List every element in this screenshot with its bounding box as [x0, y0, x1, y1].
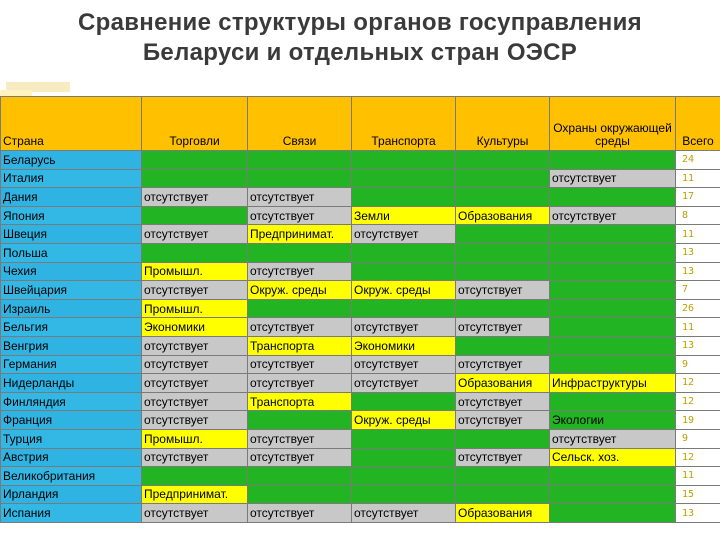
country-cell: Ирландия: [1, 485, 142, 504]
column-header-culture: Культуры: [456, 97, 550, 151]
agency-cell: отсутствует: [142, 281, 248, 300]
agency-cell: отсутствует: [142, 374, 248, 393]
agency-cell: Предпринимат.: [142, 485, 248, 504]
country-cell: Дания: [1, 188, 142, 207]
agency-cell: Транспорта: [248, 392, 352, 411]
table-row: [1, 448, 720, 467]
table-row: [1, 188, 720, 207]
total-cell: 11: [676, 169, 720, 188]
agency-cell: отсутствует: [142, 225, 248, 244]
country-cell: Польша: [1, 243, 142, 262]
table-row: [1, 355, 720, 374]
agency-cell: [142, 467, 248, 486]
total-cell: 13: [676, 243, 720, 262]
agency-cell: Образования: [456, 504, 550, 523]
table-row: [1, 243, 720, 262]
agency-cell: [352, 429, 456, 448]
country-cell: Финляндия: [1, 392, 142, 411]
agency-cell: отсутствует: [142, 336, 248, 355]
total-cell: 19: [676, 411, 720, 430]
agency-cell: [352, 169, 456, 188]
agency-cell: отсутствует: [352, 225, 456, 244]
agency-cell: [142, 206, 248, 225]
column-header-total: Всего: [676, 97, 720, 151]
agency-cell: [248, 485, 352, 504]
agency-cell: Транспорта: [248, 336, 352, 355]
agency-cell: отсутствует: [456, 448, 550, 467]
agency-cell: [352, 392, 456, 411]
table-row: [1, 169, 720, 188]
agency-cell: отсутствует: [352, 504, 456, 523]
agency-cell: [352, 188, 456, 207]
country-cell: Венгрия: [1, 336, 142, 355]
total-cell: 12: [676, 374, 720, 393]
country-cell: Япония: [1, 206, 142, 225]
agency-cell: [550, 355, 676, 374]
table-row: [1, 299, 720, 318]
table-row: [1, 429, 720, 448]
country-cell: Израиль: [1, 299, 142, 318]
agency-cell: Окруж. среды: [352, 411, 456, 430]
agency-cell: [456, 243, 550, 262]
agency-cell: [456, 262, 550, 281]
agency-cell: [456, 485, 550, 504]
table-row: [1, 225, 720, 244]
agency-cell: отсутствует: [142, 188, 248, 207]
agency-cell: [550, 151, 676, 170]
agency-cell: Экономики: [142, 318, 248, 337]
agency-cell: отсутствует: [142, 448, 248, 467]
agency-cell: отсутствует: [352, 374, 456, 393]
agency-cell: [550, 392, 676, 411]
agency-cell: [456, 429, 550, 448]
total-cell: 11: [676, 467, 720, 486]
agency-cell: отсутствует: [550, 169, 676, 188]
agency-cell: [456, 225, 550, 244]
table-body: [1, 151, 720, 523]
table-row: [1, 206, 720, 225]
agency-cell: [550, 281, 676, 300]
column-header-environment: Охраны окружающей среды: [550, 97, 676, 151]
agency-cell: Экологии: [550, 411, 676, 430]
agency-cell: [550, 262, 676, 281]
agency-cell: [352, 262, 456, 281]
agency-cell: [142, 151, 248, 170]
agency-cell: отсутствует: [142, 504, 248, 523]
country-cell: Швеция: [1, 225, 142, 244]
table-row: [1, 392, 720, 411]
agency-cell: отсутствует: [456, 392, 550, 411]
table-row: [1, 151, 720, 170]
agency-cell: отсутствует: [456, 355, 550, 374]
agency-cell: [456, 467, 550, 486]
agency-cell: Окруж. среды: [248, 281, 352, 300]
agency-cell: [248, 411, 352, 430]
country-cell: Швейцария: [1, 281, 142, 300]
total-cell: 24: [676, 151, 720, 170]
comparison-table: [0, 96, 720, 523]
total-cell: 13: [676, 504, 720, 523]
agency-cell: [248, 151, 352, 170]
agency-cell: [550, 188, 676, 207]
country-cell: Турция: [1, 429, 142, 448]
total-cell: 7: [676, 281, 720, 300]
agency-cell: Окруж. среды: [352, 281, 456, 300]
agency-cell: [352, 299, 456, 318]
country-cell: Испания: [1, 504, 142, 523]
agency-cell: [352, 243, 456, 262]
agency-cell: отсутствует: [248, 448, 352, 467]
agency-cell: отсутствует: [142, 411, 248, 430]
agency-cell: Промышл.: [142, 299, 248, 318]
agency-cell: [352, 448, 456, 467]
country-cell: Нидерланды: [1, 374, 142, 393]
agency-cell: [142, 169, 248, 188]
table-row: [1, 318, 720, 337]
country-cell: Австрия: [1, 448, 142, 467]
agency-cell: [550, 485, 676, 504]
table-row: [1, 467, 720, 486]
agency-cell: [248, 169, 352, 188]
agency-cell: [248, 243, 352, 262]
agency-cell: [550, 504, 676, 523]
agency-cell: Инфраструктуры: [550, 374, 676, 393]
agency-cell: Образования: [456, 374, 550, 393]
agency-cell: [550, 225, 676, 244]
column-header-trade: Торговли: [142, 97, 248, 151]
agency-cell: отсутствует: [352, 355, 456, 374]
agency-cell: Сельск. хоз.: [550, 448, 676, 467]
agency-cell: отсутствует: [248, 374, 352, 393]
country-cell: Чехия: [1, 262, 142, 281]
agency-cell: Экономики: [352, 336, 456, 355]
country-cell: Италия: [1, 169, 142, 188]
table-row: [1, 281, 720, 300]
agency-cell: отсутствует: [248, 355, 352, 374]
agency-cell: [248, 299, 352, 318]
page-title-text: Сравнение структуры органов госуправления Беларуси и отдельных стран ОЭСР: [78, 9, 642, 66]
agency-cell: [456, 299, 550, 318]
table-row: [1, 374, 720, 393]
column-header-communications: Связи: [248, 97, 352, 151]
agency-cell: [248, 467, 352, 486]
agency-cell: отсутствует: [142, 392, 248, 411]
country-cell: Франция: [1, 411, 142, 430]
total-cell: 13: [676, 336, 720, 355]
agency-cell: [550, 318, 676, 337]
agency-cell: отсутствует: [456, 318, 550, 337]
agency-cell: отсутствует: [248, 188, 352, 207]
country-cell: Великобритания: [1, 467, 142, 486]
agency-cell: Предпринимат.: [248, 225, 352, 244]
agency-cell: [550, 243, 676, 262]
total-cell: 17: [676, 188, 720, 207]
agency-cell: Промышл.: [142, 429, 248, 448]
agency-cell: отсутствует: [456, 411, 550, 430]
column-header-transport: Транспорта: [352, 97, 456, 151]
agency-cell: отсутствует: [142, 355, 248, 374]
table-row: [1, 336, 720, 355]
agency-cell: [550, 299, 676, 318]
agency-cell: отсутствует: [550, 206, 676, 225]
agency-cell: [456, 169, 550, 188]
agency-cell: отсутствует: [456, 281, 550, 300]
agency-cell: [456, 188, 550, 207]
agency-cell: Земли: [352, 206, 456, 225]
agency-cell: отсутствует: [248, 429, 352, 448]
agency-cell: отсутствует: [248, 206, 352, 225]
table-row: [1, 262, 720, 281]
agency-cell: [352, 467, 456, 486]
total-cell: 9: [676, 429, 720, 448]
country-cell: Бельгия: [1, 318, 142, 337]
agency-cell: Образования: [456, 206, 550, 225]
total-cell: 8: [676, 206, 720, 225]
table-header-row: [1, 97, 720, 151]
agency-cell: отсутствует: [248, 262, 352, 281]
page-title: [0, 8, 720, 68]
agency-cell: отсутствует: [248, 318, 352, 337]
table-row: [1, 485, 720, 504]
agency-cell: [456, 151, 550, 170]
column-header-country: Страна: [1, 97, 142, 151]
country-cell: Германия: [1, 355, 142, 374]
agency-cell: [456, 336, 550, 355]
total-cell: 11: [676, 318, 720, 337]
total-cell: 13: [676, 262, 720, 281]
total-cell: 15: [676, 485, 720, 504]
agency-cell: [352, 151, 456, 170]
country-cell: Беларусь: [1, 151, 142, 170]
agency-cell: [550, 336, 676, 355]
agency-cell: отсутствует: [248, 504, 352, 523]
total-cell: 26: [676, 299, 720, 318]
total-cell: 11: [676, 225, 720, 244]
total-cell: 12: [676, 448, 720, 467]
total-cell: 9: [676, 355, 720, 374]
agency-cell: отсутствует: [352, 318, 456, 337]
agency-cell: [550, 467, 676, 486]
agency-cell: [352, 485, 456, 504]
agency-cell: отсутствует: [550, 429, 676, 448]
agency-cell: [142, 243, 248, 262]
table-row: [1, 411, 720, 430]
total-cell: 12: [676, 392, 720, 411]
table-row: [1, 504, 720, 523]
agency-cell: Промышл.: [142, 262, 248, 281]
